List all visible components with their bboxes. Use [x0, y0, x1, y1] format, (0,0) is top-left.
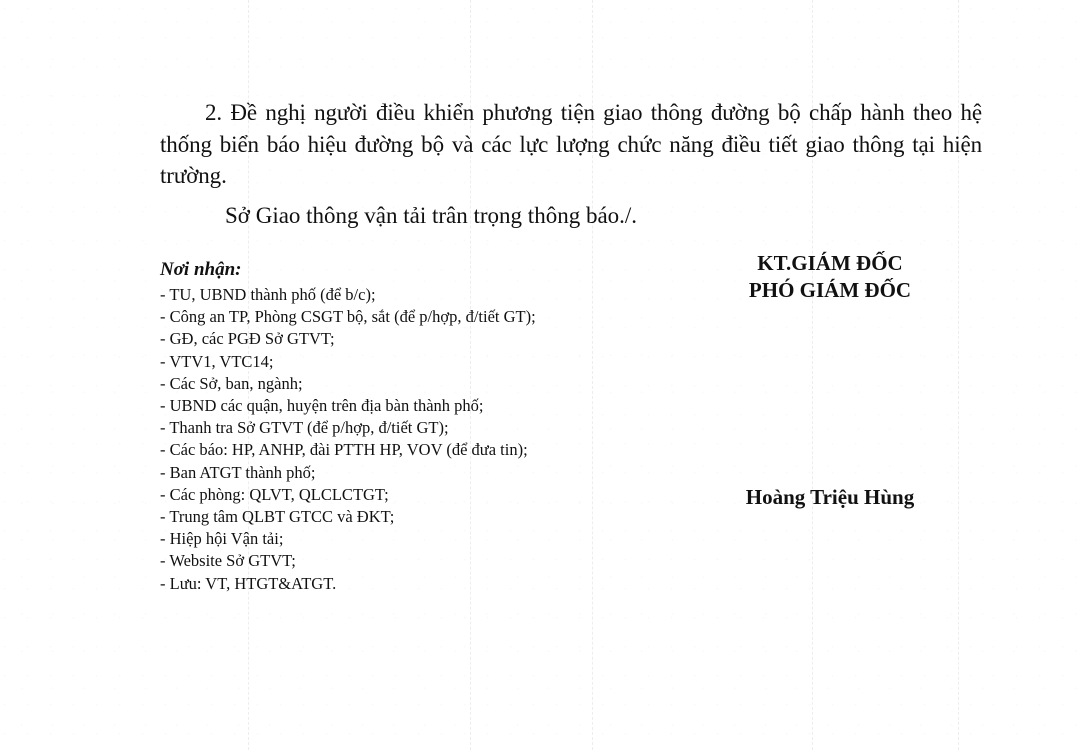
recipient-item: - Trung tâm QLBT GTCC và ĐKT;	[160, 507, 395, 527]
recipients-block	[160, 258, 680, 595]
recipient-item: - Các Sở, ban, ngành;	[160, 373, 303, 393]
recipient-item: - Các phòng: QLVT, QLCLCTGT;	[160, 484, 389, 504]
recipient-item: - Thanh tra Sở GTVT (để p/hợp, đ/tiết GT);	[160, 418, 449, 438]
signature-block	[680, 250, 980, 509]
signature-title-line-1: KT.GIÁM ĐỐC	[757, 251, 903, 275]
recipient-item: - TU, UBND thành phố (để b/c);	[160, 285, 376, 304]
recipients-title: Nơi nhận:	[160, 259, 242, 280]
recipient-item: - Lưu: VT, HTGT&ATGT.	[160, 573, 337, 593]
recipient-item: - Công an TP, Phòng CSGT bộ, sắt (để p/hợp, đ/tiết GT);	[160, 307, 536, 327]
recipient-item: - GĐ, các PGĐ Sở GTVT;	[160, 329, 335, 349]
recipient-item: - Các báo: HP, ANHP, đài PTTH HP, VOV (để đưa tin);	[160, 440, 528, 460]
signature-title-line-2: PHÓ GIÁM ĐỐC	[748, 278, 912, 302]
recipient-item: - Hiệp hội Vận tải;	[160, 529, 284, 549]
recipients-list	[160, 284, 680, 595]
recipient-item: - UBND các quận, huyện trên địa bàn thành phố;	[160, 396, 484, 416]
recipient-item: - Website Sở GTVT;	[160, 551, 296, 571]
recipient-item: - Ban ATGT thành phố;	[160, 462, 316, 482]
closing-statement: Sở Giao thông vận tải trân trọng thông báo./.	[225, 203, 638, 228]
recipient-item: - VTV1, VTC14;	[160, 351, 274, 371]
body-paragraph-2: 2. Đề nghị người điều khiển phương tiện giao thông đường bộ chấp hành theo hệ thống biển báo hiệu đường bộ và các lực lượng chức năng điều tiết giao thông tại hiện trường.	[160, 100, 982, 188]
signer-name: Hoàng Triệu Hùng	[745, 485, 915, 509]
